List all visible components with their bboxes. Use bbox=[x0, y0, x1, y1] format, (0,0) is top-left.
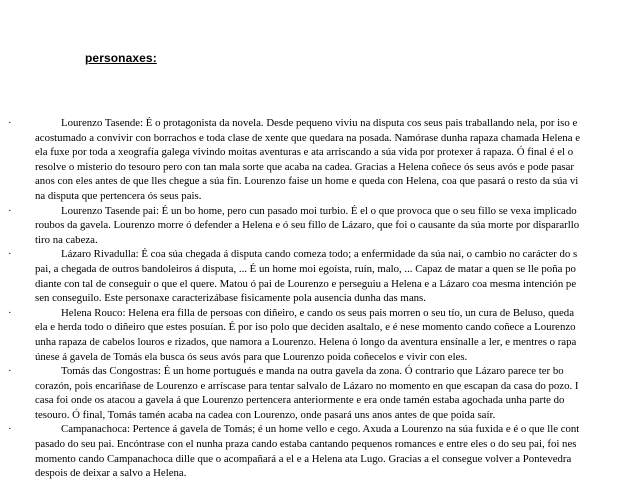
paragraph-text: roubos da gavela. Lourenzo morre ó defender a Helena e ó seu fillo de Lázaro, que foi o causante da súa morte por dispararllo bbox=[35, 219, 580, 232]
paragraph-text: resolve o misterio do tesouro pero con tan mala sorte que acaba na cadea. Gracias a Helena coñece ós seus avós e pode pasar bbox=[35, 160, 575, 173]
paragraph-line bbox=[0, 306, 638, 321]
paragraph-line bbox=[0, 291, 638, 306]
bullet-marker: · bbox=[8, 306, 12, 319]
paragraph-line bbox=[0, 160, 638, 175]
paragraph-line bbox=[0, 379, 638, 394]
character-list bbox=[0, 116, 638, 481]
paragraph-line bbox=[0, 422, 638, 437]
paragraph-line bbox=[0, 189, 638, 204]
paragraph-text: ela fuxe por toda a xeografía galega vivindo moitas aventuras e ata arriscando a súa vida por protexer á rapaza. Ó final é el o bbox=[35, 146, 574, 159]
paragraph-text: na disputa que pertencera ós seus pais. bbox=[35, 189, 202, 202]
bullet-marker: · bbox=[8, 117, 12, 129]
paragraph-text: tesouro. Ó final, Tomás tamén acaba na cadea con Lourenzo, onde pasará uns anos antes de que poida saír. bbox=[35, 408, 496, 421]
bullet-marker: · bbox=[8, 248, 12, 261]
paragraph-text: casa foi onde os atacou a gavela á que Lourenzo pertencera anteriormente e era onde tamén estaba agochada unha parte do bbox=[35, 394, 565, 407]
paragraph-line bbox=[0, 452, 638, 467]
paragraph-text: Lourenzo Tasende pai: É un bo home, pero cun pasado moi turbio. É el o que provoca que o seu fillo se vexa implicado bbox=[61, 204, 577, 217]
bullet-marker: · bbox=[8, 204, 12, 217]
paragraph-line bbox=[0, 277, 638, 292]
paragraph-text: despois de deixar a salvo a Helena. bbox=[35, 467, 187, 480]
paragraph-line bbox=[0, 204, 638, 219]
paragraph-text: pasado do seu pai. Encóntrase con el nunha praza cando estaba cantando pequenos romances e entre eles o do seu pai, foi nes bbox=[35, 438, 577, 451]
paragraph-line bbox=[0, 174, 638, 189]
bullet-marker: · bbox=[8, 423, 12, 436]
paragraph-text: corazón, pois encariñase de Lourenzo e arríscase para tentar salvalo de Lázaro no momento en que escapan da casa do pozo. I bbox=[35, 379, 579, 392]
paragraph-text: ela e herda todo o diñeiro que estes posuían. É por iso polo que deciden asaltalo, e é nese momento cando coñece a Lourenzo bbox=[35, 321, 576, 334]
paragraph-line bbox=[0, 364, 638, 379]
paragraph-text: momento cando Campanachoca dille que o acompañará a el e a Helena ata Lugo. Gracias a el consegue volver a Pontevedra bbox=[35, 452, 572, 465]
paragraph-text: Tomás das Congostras: É un home portugués e manda na outra gavela da zona. Ó contrario que Lázaro parece ter bo bbox=[61, 365, 564, 378]
paragraph-line bbox=[0, 218, 638, 233]
paragraph-line bbox=[0, 335, 638, 350]
paragraph-text: Campanachoca: Pertence á gavela de Tomás; é un home vello e cego. Axuda a Lourenzo na súa fuxida e é o que lle cont bbox=[61, 423, 580, 436]
paragraph-text: diante con tal de conseguir o que el quere. Matou ó pai de Lourenzo e perseguiu a Helena e a Lázaro coa mesma intención pe bbox=[35, 277, 577, 290]
paragraph-line bbox=[0, 262, 638, 277]
paragraph-text: anos con eles antes de que lles chegue a súa fin. Lourenzo faise un home e queda con Helena, coa que pasará o resto da súa vi bbox=[35, 175, 579, 188]
paragraph-line bbox=[0, 437, 638, 452]
paragraph-text: Helena Rouco: Helena era filla de persoas con diñeiro, e cando os seus pais morren o seu tío, un cura de Beluso, queda bbox=[61, 306, 574, 319]
paragraph-line bbox=[0, 320, 638, 335]
paragraph-line bbox=[0, 466, 638, 481]
paragraph-line bbox=[0, 116, 638, 131]
paragraph-text: unha rapaza de cabelos louros e rizados, que namora a Lourenzo. Helena ó longo da aventura ensínalle a ler, e mentres o rapa bbox=[35, 335, 577, 348]
paragraph-text: Lourenzo Tasende: É o protagonista da novela. Desde pequeno viviu na disputa cos seus pais traballando nela, por iso e bbox=[61, 117, 578, 129]
paragraph-text: tiro na cabeza. bbox=[35, 233, 98, 246]
paragraph-line bbox=[0, 350, 638, 365]
paragraph-text: Lázaro Rivadulla: É coa súa chegada á disputa cando comeza todo; a enfermidade da súa nai, o cambio no carácter do s bbox=[61, 248, 578, 261]
bullet-marker: · bbox=[8, 365, 12, 378]
paragraph-text: sen conseguilo. Este personaxe caracterizábase fisicamente pola ausencia dunha das mans. bbox=[35, 292, 426, 305]
paragraph-line bbox=[0, 145, 638, 160]
paragraph-text: acostumado a convivir con borrachos e toda clase de xente que quedara na posada. Namórase dunha rapaza chamada Helena e bbox=[35, 131, 580, 144]
paragraph-text: únese á gavela de Tomás ela busca ós seus avós para que Lourenzo poida coñecelos e vivir con eles. bbox=[35, 350, 468, 363]
paragraph-text: pai, a chegada de outros bandoleiros á disputa, ... É un home moi egoísta, ruín, malo, ... Capaz de matar a quen se lle poña po bbox=[35, 262, 576, 275]
paragraph-line bbox=[0, 393, 638, 408]
paragraph-line bbox=[0, 233, 638, 248]
paragraph-line bbox=[0, 131, 638, 146]
paragraph-line bbox=[0, 408, 638, 423]
section-heading: personaxes: bbox=[85, 51, 157, 65]
paragraph-line bbox=[0, 247, 638, 262]
